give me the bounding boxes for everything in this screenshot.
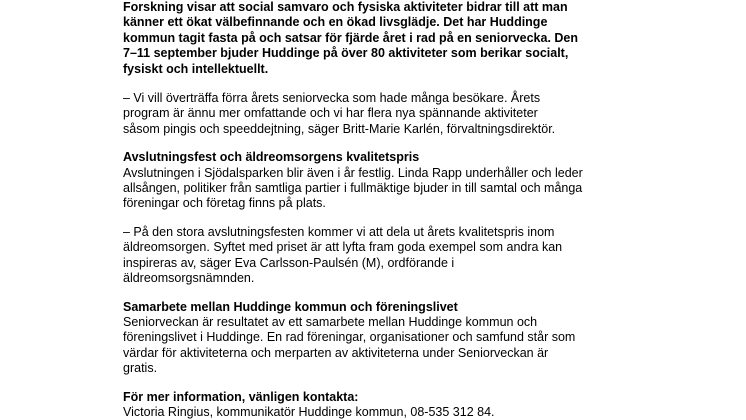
lead-paragraph: Forskning visar att social samvaro och fysiska aktiviteter bidrar till att man känner ett ökat välbefinnande och en ökad livsglädje. Det har Huddinge kommun tagit fasta på och satsar för fjärde året i rad på en seniorvecka. Den 7–11 september bjuder Huddinge på över 80 aktiviteter som berikar socialt, fysiskt och intellektuellt. [123, 0, 579, 76]
paragraph-spacer [123, 212, 593, 225]
section-heading-closing-party: Avslutningsfest och äldreomsorgens kvalitetspris [123, 150, 420, 165]
press-release-document [123, 0, 593, 420]
contact-heading: För mer information, vänligen kontakta: [123, 389, 359, 404]
quote-paragraph-2: – På den stora avslutningsfesten kommer vi att dela ut årets kvalitetspris inom äldreomsorgen. Syftet med priset är att lyfta fram goda exempel som andra kan inspireras av, säger Eva Carlsson-Paulsén (M), ordförande i äldreomsorgsnämnden. [123, 224, 563, 286]
paragraph-spacer [123, 77, 593, 91]
quote-paragraph-1: – Vi vill överträffa förra årets seniorvecka som hade många besökare. Årets program är ännu mer omfattande och vi har flera nya spännande aktiviteter såsom pingis och speeddejtning, säger Britt-Marie Karlén, förvaltningsdirektör. [123, 91, 556, 136]
section-body-closing-party: Avslutningen i Sjödalsparken blir även i år festlig. Linda Rapp underhåller och leder allsången, politiker från samtliga partier i fullmäktige bjuder in till samtal och många föreningar och företag finns på plats. [123, 165, 583, 211]
paragraph-spacer [123, 287, 593, 300]
contact-line: Victoria Ringius, kommunikatör Huddinge kommun, 08-535 312 84. [123, 404, 495, 419]
paragraph-spacer [123, 377, 593, 390]
paragraph-spacer [123, 137, 593, 150]
section-body-cooperation: Seniorveckan är resultatet av ett samarbete mellan Huddinge kommun och föreningslivet i Huddinge. En rad föreningar, organisationer och samfund står som värdar för aktiviteterna och merparten av aktiviteterna under Seniorveckan är gratis. [123, 314, 576, 376]
section-heading-cooperation: Samarbete mellan Huddinge kommun och föreningslivet [123, 299, 458, 314]
